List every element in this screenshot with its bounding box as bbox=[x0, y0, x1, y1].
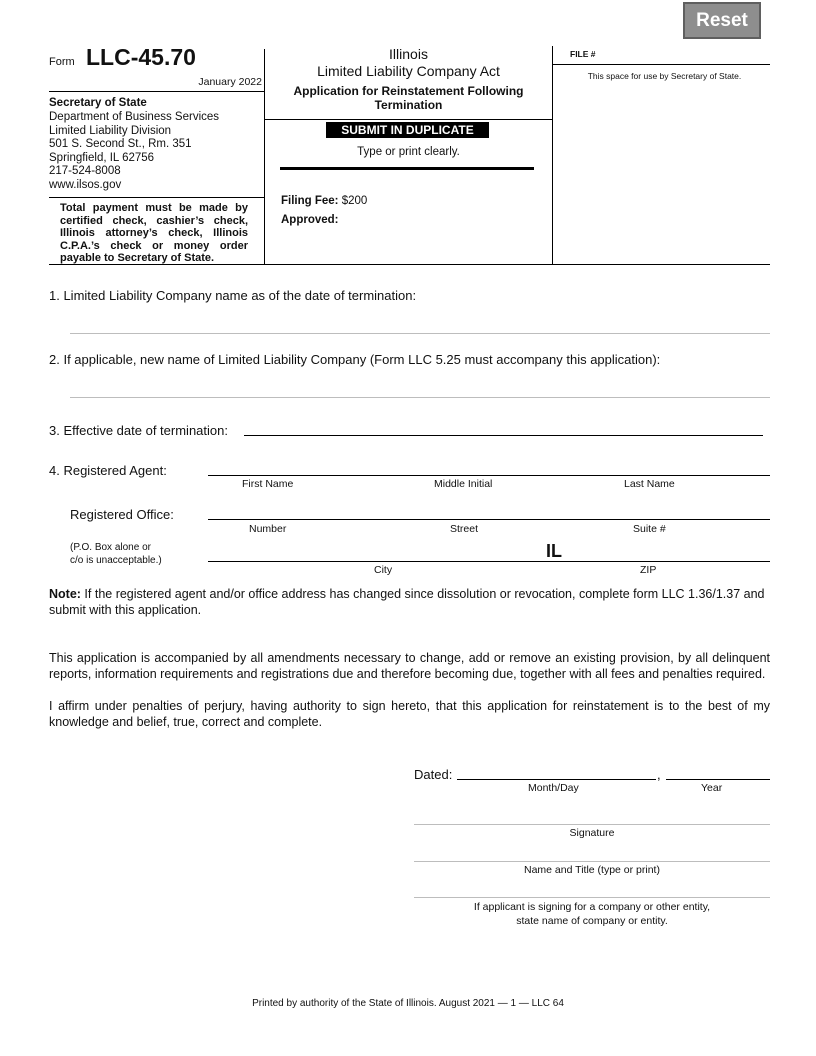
address-line: Department of Business Services bbox=[49, 111, 220, 123]
entity-caption bbox=[414, 900, 770, 928]
filing-fee-value: $200 bbox=[341, 195, 368, 207]
address-line: Limited Liability Division bbox=[49, 124, 172, 137]
type-print-note: Type or print clearly. bbox=[357, 146, 460, 158]
filing-fee-label: Filing Fee: bbox=[281, 195, 339, 207]
filing-fee bbox=[281, 195, 367, 207]
dated-month-day-field[interactable] bbox=[457, 779, 656, 780]
header-bottom-rule bbox=[49, 264, 770, 265]
entity-name-field[interactable] bbox=[414, 897, 770, 898]
new-llc-name-field[interactable] bbox=[70, 397, 770, 398]
name-title-field[interactable] bbox=[414, 861, 770, 862]
entity-caption-line-2: state name of company or entity. bbox=[516, 915, 668, 927]
llc-name-field[interactable] bbox=[70, 333, 770, 334]
city-caption: City bbox=[374, 564, 393, 576]
registered-office-label: Registered Office: bbox=[70, 507, 174, 522]
termination-date-field[interactable] bbox=[244, 435, 763, 436]
item-1-label: 1. Limited Liability Company name as of the date of termination: bbox=[49, 288, 417, 303]
registered-agent-field[interactable] bbox=[208, 475, 770, 476]
reset-button[interactable]: Reset bbox=[683, 2, 761, 39]
dated-comma: , bbox=[657, 767, 661, 782]
note-text: If the registered agent and/or office address has changed since dissolution or revocation, complete form LLC 1.36/1.37 and submit with this application. bbox=[49, 587, 765, 617]
approved-label: Approved: bbox=[281, 214, 339, 226]
dated-year-field[interactable] bbox=[666, 779, 770, 780]
file-divider bbox=[552, 64, 770, 65]
registered-office-city-field[interactable] bbox=[208, 561, 770, 562]
form-date: January 2022 bbox=[198, 76, 262, 88]
first-name-caption: First Name bbox=[242, 478, 294, 490]
state-name: Illinois bbox=[389, 46, 428, 62]
address-line: 217-524-8008 bbox=[49, 165, 121, 177]
file-space-note: This space for use by Secretary of State. bbox=[587, 71, 742, 81]
signature-field[interactable] bbox=[414, 824, 770, 825]
dated-label: Dated: bbox=[414, 767, 453, 782]
po-box-note-line-1: (P.O. Box alone or bbox=[70, 542, 151, 553]
item-2-label: 2. If applicable, new name of Limited Liability Company (Form LLC 5.25 must accompany this application): bbox=[49, 352, 661, 367]
registered-office-street-field[interactable] bbox=[208, 519, 770, 520]
number-caption: Number bbox=[249, 523, 287, 535]
month-day-caption: Month/Day bbox=[528, 782, 579, 794]
last-name-caption: Last Name bbox=[624, 478, 675, 490]
file-number-label: FILE # bbox=[570, 49, 596, 59]
middle-initial-caption: Middle Initial bbox=[434, 478, 493, 490]
header-divider-left bbox=[49, 91, 264, 92]
form-prefix: Form bbox=[49, 56, 75, 68]
address-line: 501 S. Second St., Rm. 351 bbox=[49, 138, 192, 150]
address-change-note bbox=[49, 586, 770, 618]
address-block bbox=[49, 111, 219, 192]
address-heading: Secretary of State bbox=[49, 97, 147, 109]
form-title-line-2: Termination bbox=[374, 98, 443, 112]
suite-caption: Suite # bbox=[633, 523, 666, 535]
year-caption: Year bbox=[701, 782, 723, 794]
item-4-label: 4. Registered Agent: bbox=[49, 463, 167, 478]
signature-caption: Signature bbox=[569, 827, 615, 839]
address-line: www.ilsos.gov bbox=[49, 178, 122, 191]
footer-printed-by: Printed by authority of the State of Illinois. August 2021 — 1 — LLC 64 bbox=[252, 998, 564, 1009]
payment-divider bbox=[49, 197, 264, 198]
center-thick-rule bbox=[280, 167, 534, 170]
state-code: IL bbox=[546, 541, 562, 561]
street-caption: Street bbox=[450, 523, 479, 535]
zip-caption: ZIP bbox=[640, 564, 657, 576]
form-title-line-1: Application for Reinstatement Following bbox=[293, 84, 524, 98]
entity-caption-line-1: If applicant is signing for a company or other entity, bbox=[473, 901, 711, 913]
act-name: Limited Liability Company Act bbox=[317, 63, 500, 79]
affirmation-paragraph: I affirm under penalties of perjury, having authority to sign hereto, that this application for reinstatement is to the best of my knowledge and belief, true, correct and complete. bbox=[49, 699, 770, 729]
center-divider bbox=[264, 119, 552, 120]
note-label: Note: bbox=[49, 587, 81, 601]
form-number: LLC-45.70 bbox=[86, 44, 196, 70]
po-box-note bbox=[70, 541, 162, 567]
name-title-caption: Name and Title (type or print) bbox=[524, 864, 660, 876]
item-3-label: 3. Effective date of termination: bbox=[49, 423, 228, 438]
po-box-note-line-2: c/o is unacceptable.) bbox=[70, 555, 162, 566]
payment-note: Total payment must be made by certified check, cashier’s check, Illinois attorney’s check, Illinois C.P.A.’s check or money order payable to Secretary of State. bbox=[60, 202, 248, 264]
amendments-paragraph: This application is accompanied by all amendments necessary to change, add or remove an existing provision, by all delinquent reports, information requirements and registrations due and therefore becoming due, together with all fees and penalties required. bbox=[49, 651, 770, 681]
submit-in-duplicate-badge: SUBMIT IN DUPLICATE bbox=[326, 122, 489, 138]
address-line: Springfield, IL 62756 bbox=[49, 151, 155, 164]
